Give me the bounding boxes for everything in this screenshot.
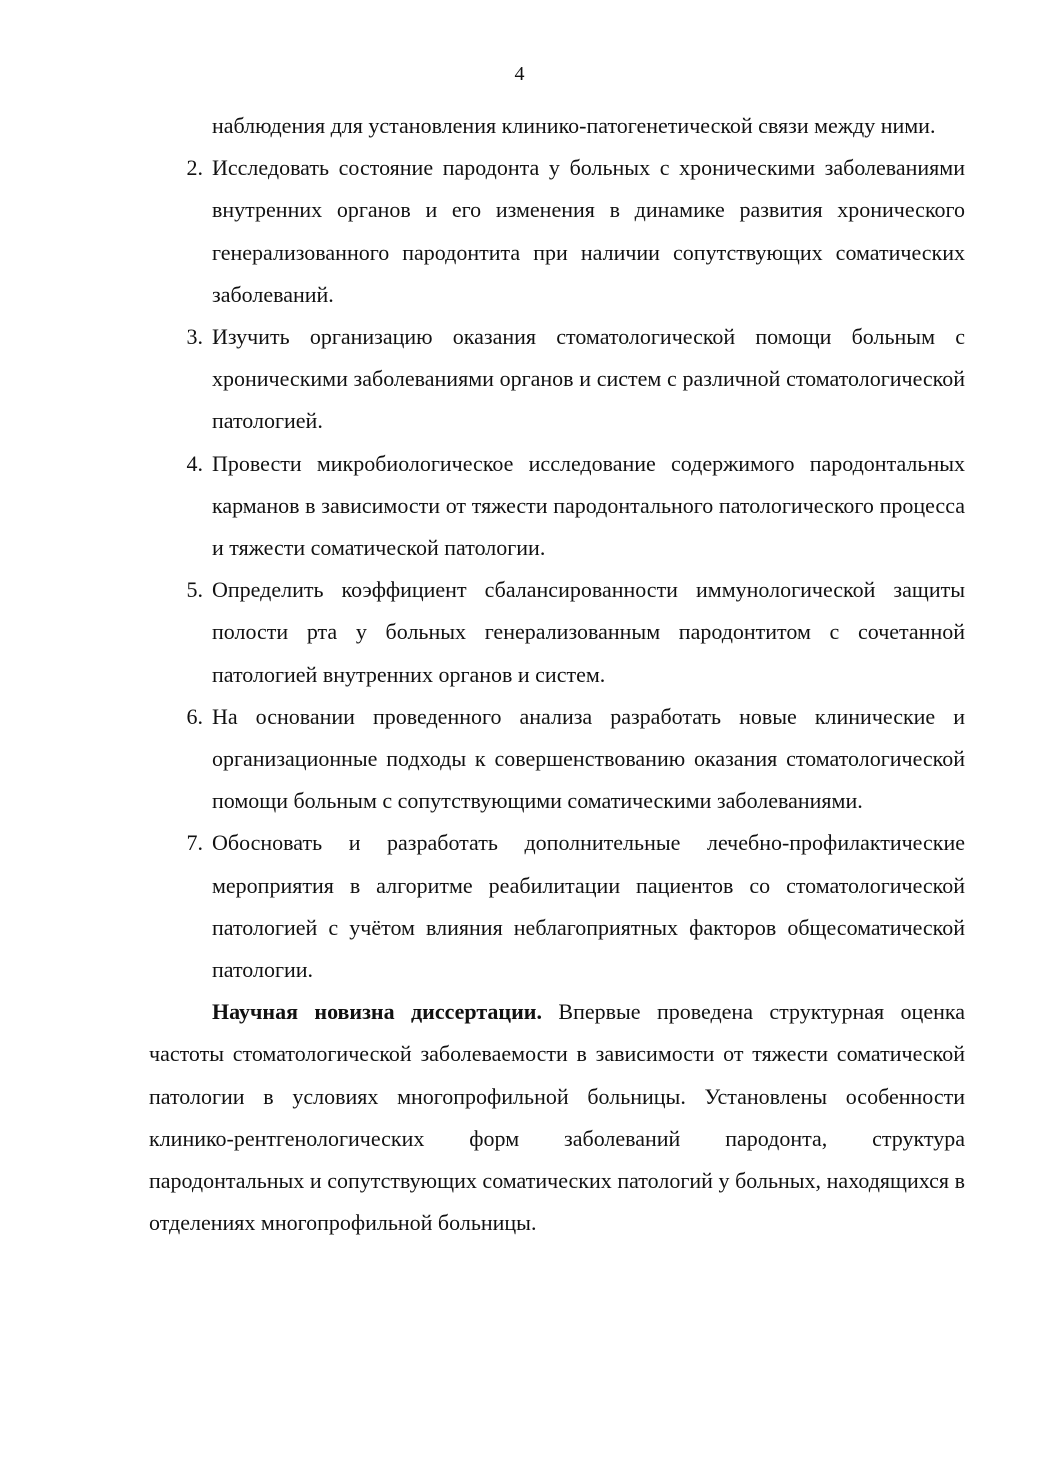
list-item — [149, 316, 965, 443]
list-item-number: 5. — [186, 577, 203, 603]
list-item-number: 7. — [186, 830, 203, 856]
document-body — [149, 105, 965, 1244]
list-item-number: 2. — [186, 155, 203, 181]
list-item-text: На основании проведенного анализа разработать новые клинические и организационные подходы к совершенствованию оказания стоматологической помощи больным с сопутствующими соматическими заболеваниями. — [212, 703, 965, 814]
continuation-paragraph: наблюдения для установления клинико-патогенетической связи между ними. — [212, 113, 936, 138]
list-item-text: Исследовать состояние пародонта у больных с хроническими заболеваниями внутренних органов и его изменения в динамике развития хронического генерализованного пародонтита при наличии сопутствующих соматических заболеваний. — [212, 155, 965, 307]
list-item-text: Определить коэффициент сбалансированности иммунологической защиты полости рта у больных генерализованным пародонтитом с сочетанной патологией внутренних органов и систем. — [212, 577, 965, 687]
novelty-paragraph — [149, 991, 965, 1244]
list-item — [149, 696, 965, 823]
tasks-list — [149, 147, 965, 991]
novelty-text: Впервые проведена структурная оценка частоты стоматологической заболеваемости в зависимости от тяжести соматической патологии в условиях многопрофильной больницы. Установлены особенности клинико-рентгенологических форм заболеваний пародонта, структура пародонтальных и сопутствующих соматических патологий у больных, находящихся в отделениях многопрофильной больницы. — [149, 999, 965, 1236]
list-item — [149, 147, 965, 316]
list-item — [149, 443, 965, 570]
list-item-text: Изучить организацию оказания стоматологической помощи больным с хроническими заболеваниями органов и систем с различной стоматологической патологией. — [212, 324, 965, 434]
list-item-number: 6. — [186, 703, 203, 729]
list-item-number: 3. — [186, 324, 203, 350]
list-item — [149, 569, 965, 696]
list-item — [149, 822, 965, 991]
list-item-text: Провести микробиологическое исследование содержимого пародонтальных карманов в зависимости от тяжести пародонтального патологического процесса и тяжести соматической патологии. — [212, 450, 965, 561]
list-item-number: 4. — [186, 450, 203, 476]
novelty-heading: Научная новизна диссертации. — [212, 999, 542, 1025]
list-item-text: Обосновать и разработать дополнительные лечебно-профилактические мероприятия в алгоритме реабилитации пациентов со стоматологической патологией с учётом влияния неблагоприятных факторов общесоматической патологии. — [212, 830, 965, 983]
page-number: 4 — [514, 63, 525, 85]
